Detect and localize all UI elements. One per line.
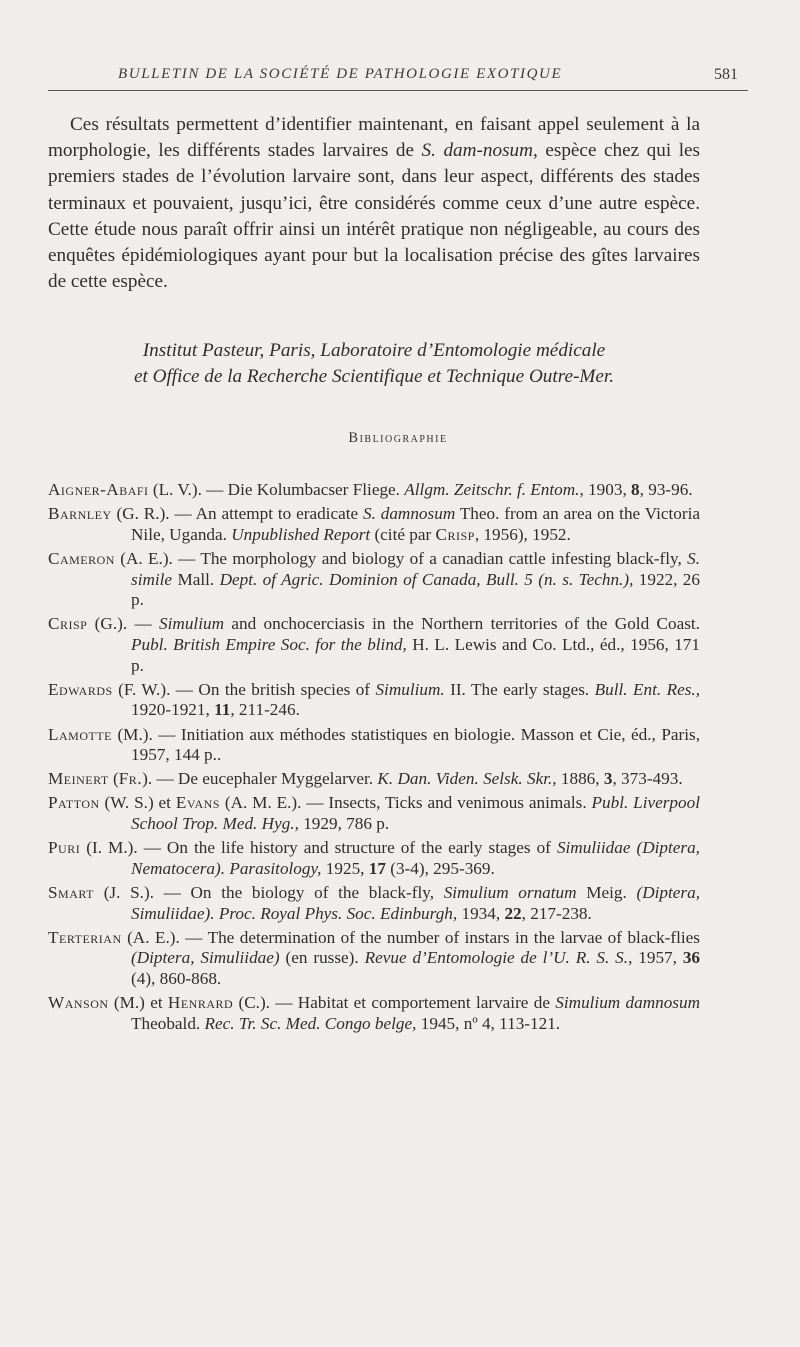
reference-text: (M.). — Initiation aux méthodes statistiques en biologie. Masson et Cie, éd., Paris, 1957, 144 p.. [112, 724, 700, 765]
reference-journal: Publ. British Empire Soc. for the blind, [131, 634, 407, 654]
reference-item [48, 504, 700, 545]
reference-journal: Revue d’Entomologie de l’U. R. S. S., [364, 948, 633, 968]
running-head: BULLETIN DE LA SOCIÉTÉ DE PATHOLOGIE EXOTIQUE [118, 66, 563, 82]
reference-text: Theo. from an area on the Victoria Nile, Uganda. [131, 504, 701, 544]
reference-author: Meinert [48, 769, 109, 789]
reference-volume: 3 [603, 769, 613, 789]
reference-journal: K. Dan. Viden. Selsk. Skr., [377, 769, 557, 789]
reference-item [48, 928, 700, 990]
reference-author: Edwards [48, 679, 113, 699]
reference-text: , 373-493. [612, 769, 683, 789]
paragraph-text-2: espèce chez qui les premiers stades de l’évolution larvaire sont, dans leur aspect, différents des stades terminaux et pouvaient, jusqu’ici, être considérés comme ceux d’une autre espèce. Cette étude nous paraît offrir ainsi un intérêt pratique non négligeable, au cours des enquêtes épidémiologiques ayant pour but la localisation précise des gîtes larvaires de cette espèce. [48, 140, 701, 293]
reference-text: , 211-246. [230, 700, 300, 720]
reference-text: 1945, nº 4, 113-121. [416, 1013, 561, 1033]
reference-author: Puri [48, 838, 81, 858]
reference-species: Simulium. [375, 679, 445, 699]
reference-text: Meig. [576, 883, 637, 903]
reference-text: , 1903, [579, 480, 632, 499]
reference-text: (M.) et [108, 993, 168, 1013]
reference-text: (4), 860-868. [131, 969, 222, 988]
reference-item [48, 480, 700, 501]
reference-text: and onchocerciasis in the Northern territories of the Gold Coast. [223, 614, 700, 634]
reference-item [48, 883, 700, 924]
reference-text: (en russe). [279, 948, 365, 968]
reference-species: S. simile [131, 548, 700, 589]
reference-text: 1920-1921, [131, 700, 215, 720]
reference-text: (C.). — Habitat et comportement larvaire de [233, 993, 556, 1013]
reference-text: 1957, [632, 948, 683, 968]
reference-coauthor: Henrard [167, 993, 234, 1013]
reference-author: Crisp [48, 614, 88, 634]
reference-text: (3-4), 295-369. [385, 858, 495, 878]
reference-author: Cameron [48, 548, 115, 568]
reference-journal: Publ. Liverpool School Trop. Med. Hyg., [131, 793, 700, 834]
reference-author-initials: Fr. [118, 769, 143, 789]
page-number: 581 [714, 66, 738, 83]
paragraph-text-1: Ces résultats permettent d’identifier maintenant, en faisant appel seulement à la morphologie, les différents stades larvaires de [48, 114, 700, 162]
reference-journal: Allgm. Zeitschr. f. Entom. [404, 480, 580, 499]
reference-text: (L. V.). — Die Kolumbacser Fliege. [148, 480, 405, 499]
reference-text: (A. M. E.). — Insects, Ticks and venimous animals. [219, 793, 592, 813]
affiliation-line-2: et Office de la Recherche Scientifique et Technique Outre-Mer. [133, 366, 615, 387]
affiliation-block [48, 338, 700, 390]
reference-item [48, 838, 700, 879]
reference-journal: Dept. of Agric. Dominion of Canada, Bull. 5 (n. s. Techn.), [219, 569, 634, 589]
reference-text: ). — De eucephaler Myggelarver. [142, 769, 378, 789]
reference-volume: 22 [504, 903, 522, 923]
reference-text: (cité par [370, 524, 436, 544]
species-name-italic: S. dam-nosum, [421, 140, 538, 162]
affiliation-line-1: Institut Pasteur, Paris, Laboratoire d’Entomologie médicale [142, 340, 606, 361]
reference-volume: 17 [368, 858, 386, 878]
reference-species: Simulium ornatum [443, 883, 577, 903]
reference-text: (A. E.). — The morphology and biology of a canadian cattle infesting black-fly, [114, 548, 688, 568]
reference-journal: Rec. Tr. Sc. Med. Congo belge, [204, 1013, 417, 1033]
reference-text: (W. S.) et [99, 793, 176, 813]
reference-text: , 93-96. [639, 480, 693, 499]
reference-volume: 36 [682, 948, 701, 968]
reference-volume: 8 [631, 480, 640, 499]
bibliography-title: Bibliographie [348, 430, 448, 446]
reference-text: (F. W.). — On the british species of [112, 679, 376, 699]
reference-species: Simulium [159, 614, 224, 634]
reference-item [48, 549, 700, 611]
reference-species: S. damnosum [362, 504, 456, 524]
reference-author: Smart [48, 883, 95, 903]
reference-text: (J. S.). — On the biology of the black-fly, [94, 883, 444, 903]
reference-text: , 1956), 1952. [474, 524, 571, 544]
reference-text: (G.). — [87, 614, 160, 634]
reference-text: (G. R.). — An attempt to eradicate [111, 504, 363, 524]
reference-author: Wanson [48, 993, 109, 1013]
reference-item [48, 614, 700, 676]
reference-species: Simulium damnosum [555, 993, 700, 1013]
reference-item [48, 793, 700, 834]
reference-text: Mall. [172, 569, 220, 589]
reference-text: 1929, 786 p. [298, 814, 390, 834]
reference-text: Theobald. [131, 1013, 205, 1033]
reference-text: 1934, [457, 903, 505, 923]
reference-coauthor: Evans [175, 793, 220, 813]
reference-text: H. L. Lewis and Co. Ltd., éd., 1956, 171 p. [131, 634, 700, 675]
reference-journal: Simuliidae (Diptera, Nematocera). Parasitology, [131, 838, 700, 878]
reference-journal: Bull. Ent. Res., [594, 679, 701, 699]
reference-author: Aigner-Abafi [48, 480, 149, 499]
reference-journal: (Diptera, Simuliidae). Proc. Royal Phys. Soc. Edinburgh, [131, 883, 701, 923]
reference-text: , 217-238. [521, 903, 592, 923]
reference-item [48, 680, 700, 721]
reference-cited-author: Crisp [435, 524, 475, 544]
reference-item [48, 725, 700, 766]
reference-item [48, 769, 700, 790]
reference-text: 1886, [556, 769, 604, 789]
reference-journal: Unpublished Report [231, 524, 371, 544]
reference-volume: 11 [214, 700, 231, 720]
page-header [48, 62, 748, 91]
reference-author: Barnley [48, 504, 112, 524]
body-paragraph [48, 112, 700, 295]
reference-author: Lamotte [48, 724, 112, 744]
reference-text: II. The early stages. [444, 679, 595, 699]
reference-text: 1925, [321, 858, 369, 878]
reference-text: (I. M.). — On the life history and structure of the early stages of [80, 838, 557, 858]
reference-text: (A. E.). — The determination of the number of instars in the larvae of black-flies [121, 927, 700, 947]
reference-item [48, 993, 700, 1034]
reference-list [48, 480, 700, 1038]
reference-text: 1922, 26 p. [131, 569, 700, 610]
reference-author: Terterian [48, 927, 122, 947]
reference-text: ( [108, 769, 119, 789]
reference-taxon: (Diptera, Simuliidae) [131, 948, 280, 968]
reference-author: Patton [48, 793, 100, 813]
